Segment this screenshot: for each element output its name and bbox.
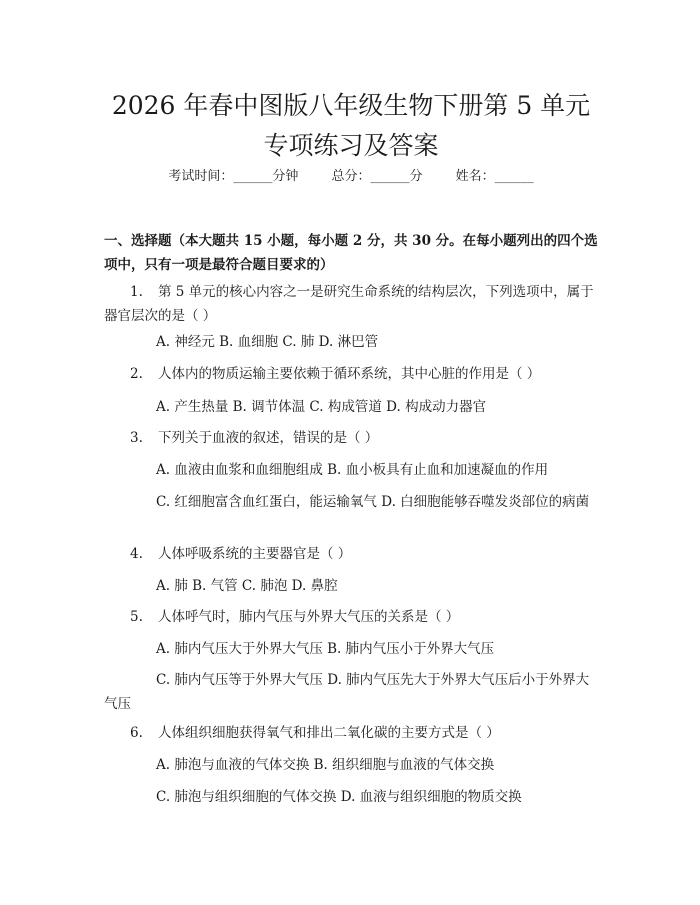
question-2: 2. 人体内的物质运输主要依赖于循环系统，其中心脏的作用是（ ）	[130, 366, 541, 382]
question-5-options-cd: C. 肺内气压等于外界大气压 D. 肺内气压先大于外界大气压后小于外界大气压	[104, 672, 590, 712]
time-label: 考试时间：	[168, 169, 234, 184]
name-blank: ______	[494, 169, 534, 184]
score-unit: 分	[409, 169, 423, 184]
question-3: 3. 下列关于血液的叙述，错误的是（ ）	[130, 430, 379, 446]
question-3-options-cd: C. 红细胞富含血红蛋白，能运输氧气 D. 白细胞能够吞噬发炎部位的病菌	[156, 494, 590, 510]
question-stem: 人体内的物质运输主要依赖于循环系统，其中心脏的作用是（ ）	[158, 366, 541, 382]
question-5-options-ab: A. 肺内气压大于外界大气压 B. 肺内气压小于外界大气压	[156, 641, 495, 657]
time-blank: ______	[233, 169, 273, 184]
page-title: 2026 年春中图版八年级生物下册第 5 单元专项练习及答案	[111, 91, 591, 160]
question-6-options-ab: A. 肺泡与血液的气体交换 B. 组织细胞与血液的气体交换	[156, 757, 495, 773]
question-stem: 第 5 单元的核心内容之一是研究生命系统的结构层次，下列选项中，属于器官层次的是（ ）	[104, 284, 594, 324]
question-stem: 人体呼气时，肺内气压与外界大气压的关系是（ ）	[158, 609, 460, 625]
question-3-options-ab: A. 血液由血浆和血细胞组成 B. 血小板具有止血和加速凝血的作用	[156, 462, 549, 478]
time-unit: 分钟	[272, 169, 299, 184]
question-6: 6. 人体组织细胞获得氧气和排出二氧化碳的主要方式是（ ）	[130, 725, 500, 741]
section-heading: 一、选择题（本大题共 15 小题，每小题 2 分，共 30 分。在每小题列出的四个选项中，只有一项是最符合题目要求的）	[104, 233, 598, 273]
question-1: 1. 第 5 单元的核心内容之一是研究生命系统的结构层次，下列选项中，属于器官层次的是（ ）	[104, 284, 594, 324]
score-blank: ______	[370, 169, 410, 184]
question-stem: 下列关于血液的叙述，错误的是（ ）	[158, 430, 379, 446]
question-stem: 人体组织细胞获得氧气和排出二氧化碳的主要方式是（ ）	[158, 725, 500, 741]
question-1-options: A. 神经元 B. 血细胞 C. 肺 D. 淋巴管	[156, 334, 379, 350]
question-4-options: A. 肺 B. 气管 C. 肺泡 D. 鼻腔	[156, 578, 338, 594]
question-5: 5. 人体呼气时，肺内气压与外界大气压的关系是（ ）	[130, 609, 460, 625]
question-6-options-cd: C. 肺泡与组织细胞的气体交换 D. 血液与组织细胞的物质交换	[156, 789, 522, 805]
question-stem: 人体呼吸系统的主要器官是（ ）	[158, 546, 352, 562]
question-2-options: A. 产生热量 B. 调节体温 C. 构成管道 D. 构成动力器官	[156, 399, 487, 415]
name-label: 姓名：	[455, 169, 495, 184]
score-label: 总分：	[331, 169, 371, 184]
exam-info	[104, 168, 598, 186]
question-4: 4. 人体呼吸系统的主要器官是（ ）	[130, 546, 352, 562]
